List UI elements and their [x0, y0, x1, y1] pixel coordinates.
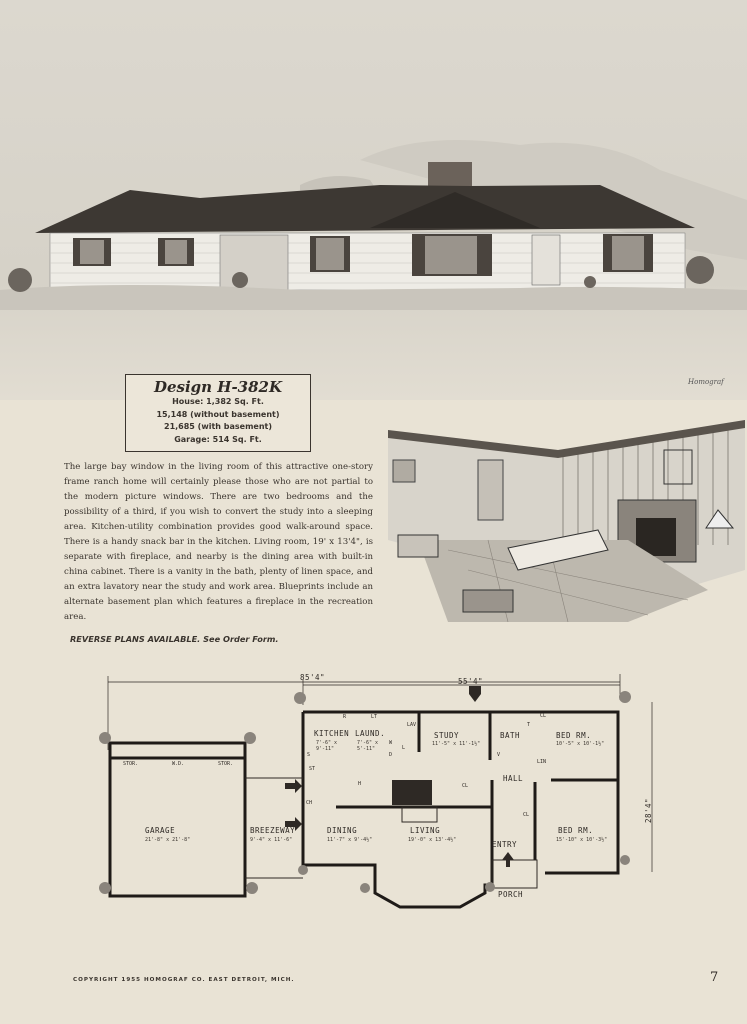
washer-label: W [389, 740, 393, 746]
overall-width-label: 85'4" [300, 673, 326, 682]
room-breezeway-size: 9'-4" x 11'-6" [250, 837, 293, 843]
volume-with-basement: 21,685 (with basement) [164, 422, 272, 431]
linen-l-label: L [402, 745, 406, 751]
garage-area: Garage: 514 Sq. Ft. [174, 434, 262, 444]
room-laundry: LAUND. [355, 729, 386, 738]
china-cabinet-label: CH [306, 800, 313, 806]
room-bedroom-1-size: 10'-5" x 10'-1½" [556, 741, 605, 747]
sink-label: S [307, 752, 311, 758]
room-bedroom-2-size: 15'-10" x 10'-3½" [556, 837, 608, 843]
closet-label: CL [540, 713, 547, 719]
reverse-plans-note: REVERSE PLANS AVAILABLE. See Order Form. [70, 634, 279, 644]
room-kitchen-size: 7'-6" x 9'-11" [316, 740, 338, 752]
room-breezeway: BREEZEWAY [250, 826, 296, 835]
room-garage-size: 21'-8" x 21'-8" [145, 837, 191, 843]
house-area: House: 1,382 Sq. Ft. [172, 397, 264, 406]
roof [35, 185, 695, 233]
storage-label: STOR. [123, 761, 139, 767]
room-porch: PORCH [498, 890, 524, 899]
house-exterior-illustration [0, 140, 747, 310]
washer-dryer-label: W.D. [172, 761, 185, 767]
stove-label: ST [309, 766, 316, 772]
volume-without-basement: 15,148 (without basement) [156, 409, 280, 419]
closet-label: CL [462, 783, 469, 789]
vanity-label: V [497, 752, 501, 758]
storage-label: STOR. [218, 761, 234, 767]
room-hall: HALL [503, 774, 524, 783]
copyright-footer: COPYRIGHT 1955 HOMOGRAF CO. EAST DETROIT, MICH. [73, 977, 295, 983]
refrigerator-label: R [343, 714, 347, 720]
room-study-size: 11'-5" x 11'-1½" [432, 741, 481, 747]
front-door [532, 235, 560, 285]
house-width-label: 55'4" [458, 677, 484, 686]
closet-label: CL [523, 812, 530, 818]
room-study: STUDY [434, 731, 460, 740]
room-bedroom-1: BED RM. [556, 731, 592, 740]
room-laundry-size: 7'-6" x 5'-11" [357, 740, 379, 752]
artist-signature: Homograf [688, 378, 724, 386]
design-title: Design H-382K [153, 378, 283, 396]
room-dining-size: 11'-7" x 9'-4½" [327, 837, 373, 843]
room-bedroom-2: BED RM. [558, 826, 594, 835]
room-dining: DINING [327, 826, 358, 835]
room-living-size: 19'-0" x 13'-4½" [408, 837, 457, 843]
garage-door [220, 235, 288, 290]
room-garage: GARAGE [145, 826, 176, 835]
dryer-label: D [389, 752, 393, 758]
room-living: LIVING [410, 826, 441, 835]
interior-illustration [388, 420, 745, 622]
laundry-tub-label: LT [371, 714, 378, 720]
lavatory-label: LAV [407, 722, 417, 728]
design-info-box [125, 374, 311, 452]
floor-plan [0, 660, 747, 920]
toilet-label: T [527, 722, 531, 728]
description-text: The large bay window in the living room of this attractive one-story frame ranch home will certainly please those who are not partial to the modern picture windows. There are two bedrooms and the possibility of a third, if you wish to convert the study into a sleeping area. Kitchen-utility combination provides good walk-around space. There is a handy snack bar in the kitchen. Living room, 19' x 13'4", is separate with fireplace, and nearby is the dining area with built-in china cabinet. There is a vanity in the bath, plenty of linen space, and an extra lavatory near the study and work area. Blueprints include an alternate basement plan which features a fireplace in the recreation area. [64, 462, 373, 622]
heater-label: H [358, 781, 362, 787]
depth-label: 28'4" [644, 797, 654, 824]
room-entry: ENTRY [492, 840, 518, 849]
page-number: 7 [710, 970, 719, 985]
room-kitchen: KITCHEN [314, 729, 350, 738]
room-bath: BATH [500, 731, 521, 740]
linen-label: LIN [537, 759, 547, 765]
